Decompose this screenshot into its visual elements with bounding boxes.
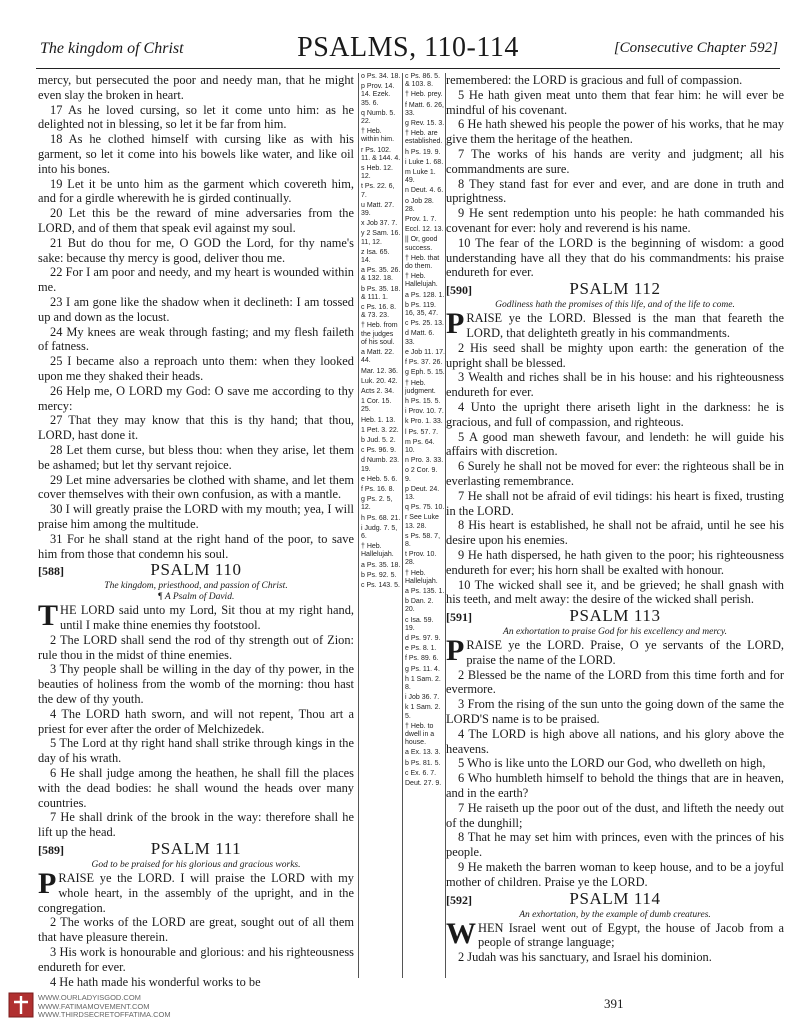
verse: 9 He maketh the barren woman to keep house, and to be a joyful mother of children. Praise ye the LORD. [446,860,784,889]
verse: 2 The works of the LORD are great, sought out of all them that have pleasure therein. [38,915,354,945]
margin-reference: † Heb. are established. [405,130,443,146]
margin-reference: n Deut. 4. 6. [405,187,444,195]
margin-reference: 1 Cor. 15. 25. [361,398,392,414]
margin-reference: s Heb. 12. 12. [361,165,393,181]
psalm-subtitle: The kingdom, priesthood, and passion of Christ. [104,581,288,592]
verse: 5 He hath given meat unto them that fear him: he will ever be mindful of his covenant. [446,87,784,117]
psalm-subtitle-2: ¶ A Psalm of David. [157,592,235,603]
psalm-subtitle: Godliness hath the promises of this life, and of the life to come. [495,300,735,311]
margin-reference: 1 Pet. 3. 22. [361,426,399,434]
margin-reference: c Isa. 59. 19. [405,616,434,632]
verse-list [446,307,784,607]
right-text-column [446,73,784,978]
verse: 7 He shall drink of the brook in the way: therefore shall he lift up the head. [38,810,354,840]
drop-cap: P [38,867,57,901]
footer-urls [38,994,171,1020]
margin-reference: † Heb. prey. [405,91,443,99]
verse: 2 The LORD shall send the rod of thy strength out of Zion: rule thou in the midst of thine enemies. [38,632,354,662]
margin-reference: p Prov. 14. 14. Ezek. 35. 6. [361,83,395,107]
verse: RAISE ye the LORD. Praise, O ye servants of the LORD, praise the name of the LORD. [466,638,784,667]
margin-reference: m Ps. 64. 10. [405,438,435,454]
psalm-113-heading [446,606,784,627]
margin-reference: f Ps. 89. 6. [405,655,439,663]
psalm-title: PSALM 110 [150,560,242,580]
verse: remembered: the LORD is gracious and full of compassion. [446,73,743,87]
margin-reference: q Ps. 75. 10. [405,504,445,512]
verse: 4 Unto the upright there ariseth light in the darkness: he is gracious, and full of compassion, and righteous. [446,399,784,429]
margin-reference: m Luke 1. 49. [405,169,436,185]
verse: 8 They stand fast for ever and ever, and are done in truth and uprightness. [446,176,784,206]
margin-reference: † Heb. to dwell in a house. [405,722,435,747]
psalm-title: PSALM 112 [569,279,661,299]
margin-reference: i Job 36. 7. [405,694,440,702]
verse: 7 The works of his hands are verity and judgment; all his commandments are sure. [446,146,784,176]
margin-reference: b Ps. 81. 5. [405,759,441,767]
drop-cap: P [446,307,465,341]
margin-reference: g Ps. 2. 5, 12. [361,496,393,512]
margin-references-column-2 [402,73,446,978]
margin-reference: n Pro. 3. 33. [405,457,444,465]
verse: 3 Wealth and riches shall be in his house: and his righteousness endureth for ever. [446,370,784,400]
margin-reference: r Ps. 102. 11. & 144. 4. [361,146,401,162]
verse: 19 Let it be unto him as the garment which covereth him, and for a girdle wherewith he is girded continually. [38,176,354,206]
margin-reference: f Ps. 16. 8. [361,485,395,493]
verse: 23 I am gone like the shadow when it declineth: I am tossed up and down as the locust. [38,294,354,324]
margin-reference: c Ps. 96. 9. [361,447,397,455]
verse: 5 The Lord at thy right hand shall strike through kings in the day of his wrath. [38,736,354,766]
left-text-column [38,73,354,989]
verse: 30 I will greatly praise the LORD with my mouth; yea, I will praise him among the multitude. [38,502,354,531]
margin-reference: f Matt. 6. 26, 33. [405,101,444,117]
verse: 5 A good man sheweth favour, and lendeth: he will guide his affairs with discretion. [446,429,784,459]
margin-reference: q Numb. 5. 22. [361,109,396,126]
footer-url-link[interactable]: WWW.FATIMAMOVEMENT.COM [38,1001,150,1011]
margin-reference: † Heb. from the judges of his soul. [361,322,398,346]
margin-reference: h Ps. 19. 9. [405,148,441,156]
margin-reference: b Ps. 35. 18. & 111. 1. [361,285,401,301]
margin-reference: † Heb. judgment. [405,379,436,395]
margin-reference: t Prov. 10. 28. [405,551,437,567]
psalm-title: PSALM 111 [150,839,242,859]
margin-reference: Luk. 20. 42. [361,377,398,385]
verse: 21 But do thou for me, O GOD the Lord, for thy name's sake: because thy mercy is good, deliver thou me. [38,235,354,265]
margin-reference: g Ps. 11. 4. [405,665,440,673]
margin-reference: y 2 Sam. 16. 11, 12. [361,230,401,246]
margin-reference: l Ps. 57. 7. [405,428,439,436]
verse: 28 Let them curse, but bless thou: when they arise, let them be ashamed; but let thy servant rejoice. [38,442,354,472]
margin-reference: g Rev. 15. 3. [405,120,445,128]
psalm-114-verses [446,916,784,965]
verse: 10 The wicked shall see it, and be grieved; he shall gnash with his teeth, and melt away: the desire of the wicked shall perish. [446,577,784,607]
verse: 7 He shall not be afraid of evil tidings: his heart is fixed, trusting in the LORD. [446,488,784,518]
verse: 4 He hath made his wonderful works to be [50,974,261,989]
verse: 25 I became also a reproach unto them: when they looked upon me they shaked their heads. [38,354,354,383]
margin-reference: i Judg. 7. 5, 6. [361,524,398,540]
footer-url-link[interactable]: WWW.OURLADYISGOD.COM [38,993,141,1002]
margin-reference: d Ps. 97. 9. [405,634,441,642]
margin-reference: a Ps. 135. 1. [405,587,445,595]
verse: HEN Israel went out of Egypt, the house of Jacob from a people of strange language; [478,920,784,950]
page-number: 391 [604,996,624,1011]
margin-reference: u Matt. 27. 39. [361,201,395,218]
margin-reference: s Ps. 58. 7, 8. [405,532,441,548]
margin-reference: g Eph. 5. 15. [405,369,445,377]
verse: 7 He raiseth up the poor out of the dust, and lifteth the needy out of the dunghill; [446,800,784,830]
running-head-title: PSALMS, 110-114 [297,32,519,63]
psalm-subtitle: God to be praised for his glorious and gracious works. [91,860,301,871]
verse: 8 His heart is established, he shall not be afraid, until he see his desire upon his enemies. [446,518,784,548]
margin-reference: f Ps. 37. 26. [405,359,443,367]
margin-reference: || Or, good success. [405,236,438,252]
margin-reference: k Pro. 1. 33. [405,418,443,426]
psalm-110-heading [38,560,354,581]
margin-reference: e Heb. 5. 6. [361,475,398,483]
margin-reference: r See Luke 13. 28. [405,514,439,530]
verse: 6 Surely he shall not be moved for ever: the righteous shall be in everlasting remembrance. [446,459,784,488]
margin-reference: d Numb. 23. 19. [361,457,400,473]
psalm-number: [590] [446,283,472,298]
margin-reference: t Ps. 22. 6, 7. [361,183,395,199]
verse: 9 He sent redemption unto his people: he hath commanded his covenant for ever: holy and reverend is his name. [446,206,784,235]
drop-cap: T [38,599,59,633]
page-header [36,32,780,69]
verse: 4 The LORD is high above all nations, and his glory above the heavens. [446,726,784,756]
margin-reference: h Ps. 68. 21. [361,514,401,522]
margin-reference: Mar. 12. 36. [361,367,398,375]
margin-reference: b Jud. 5. 2. [361,436,396,444]
verse: HE LORD said unto my Lord, Sit thou at my right hand, until I make thine enemies thy footstool. [60,603,354,633]
margin-reference: a Ps. 35. 26. & 132. 18. [361,267,401,283]
margin-reference: Prov. 1. 7. [405,216,437,224]
margin-reference: c Ps. 16. 8. & 73. 23. [361,304,397,320]
margin-reference: o Job 28. 28. [405,197,434,213]
verse: 27 That they may know that this is thy hand; that thou, LORD, hast done it. [38,413,354,443]
margin-reference: a Ps. 35. 18. [361,561,401,569]
verse: 24 My knees are weak through fasting; and my flesh faileth of fatness. [38,324,354,354]
margin-reference: a Matt. 22. 44. [361,349,395,365]
margin-reference: x Job 37. 7. [361,220,398,228]
verse: 6 Who humbleth himself to behold the things that are in heaven, and in the earth? [446,771,784,801]
verse: 6 He hath shewed his people the power of his works, that he may give them the heritage of the heathen. [446,117,784,147]
verse: 9 He hath dispersed, he hath given to the poor; his righteousness endureth for ever; his horn shall be exalted with honour. [446,547,784,577]
margin-reference: Eccl. 12. 13. [405,226,444,234]
margin-reference: e Job 11. 17. [405,348,445,356]
margin-reference: i Luke 1. 68. [405,158,444,166]
margin-reference: p Deut. 24. 13. [405,485,440,501]
psalm-110-verses [38,599,354,840]
psalm-title: PSALM 113 [569,606,661,626]
psalm-subtitle: An exhortation, by the example of dumb creatures. [519,909,711,920]
verse: 2 His seed shall be mighty upon earth: the generation of the upright shall be blessed. [446,340,784,370]
verse: 10 The fear of the LORD is the beginning of wisdom: a good understanding have all they that do his commandments: his praise endureth for ever. [446,235,784,280]
margin-reference: e Ps. 8. 1. [405,645,437,653]
verse: 6 He shall judge among the heathen, he shall fill the places with the dead bodies: he shall wound the heads over many countries. [38,766,354,810]
margin-reference: † Heb. Hallelujah. [405,273,438,289]
margin-reference: † Heb. Hallelujah. [405,569,438,585]
margin-reference: c Ps. 25. 13. [405,320,444,328]
margin-reference: o 2 Cor. 9. 9. [405,467,438,483]
verse: mercy, but persecuted the poor and needy man, that he might even slay the broken in heart. [38,73,354,102]
margin-reference: b Dan. 2. 20. [405,598,434,614]
psalm-title: PSALM 114 [569,888,661,908]
verse: RAISE ye the LORD. Blessed is the man that feareth the LORD, that delighteth greatly in his commandments. [466,311,784,340]
psalm-112-verses [446,307,784,607]
verse: 20 Let this be the reward of mine adversaries from the LORD, and of them that speak evil against my soul. [38,206,354,235]
margin-reference: h 1 Sam. 2. 8. [405,675,441,691]
margin-reference: a Ps. 128. 1. [405,291,445,299]
psalm-number: [591] [446,610,472,625]
margin-reference: † Heb. within him. [361,128,395,144]
psalm-number: [588] [38,564,64,579]
psalm-subtitle: An exhortation to praise God for his excellency and mercy. [503,627,727,638]
psalm-112-heading [446,279,784,300]
psalm-109-continuation [38,73,354,561]
margin-reference: h Ps. 15. 5. [405,397,441,405]
running-head-right: [Consecutive Chapter 592] [613,40,778,56]
verse: 4 The LORD hath sworn, and will not repent, Thou art a priest for ever after the order of Melchizedek. [38,706,354,736]
margin-reference: b Ps. 92. 5. [361,571,397,579]
verse: 5 Who is like unto the LORD our God, who dwelleth on high, [458,756,766,771]
verse: 3 From the rising of the sun unto the going down of the same the LORD'S name is to be praised. [446,697,784,727]
margin-references-column-1 [358,73,401,978]
verse: 8 That he may set him with princes, even with the princes of his people. [446,830,784,860]
margin-reference: a Ex. 13. 3. [405,749,441,757]
footer-url-link[interactable]: WWW.THIRDSECRETOFFATIMA.COM [38,1010,171,1020]
margin-reference: d Matt. 6. 33. [405,330,435,346]
verse: 2 Blessed be the name of the LORD from this time forth and for evermore. [446,667,784,697]
verse: 26 Help me, O LORD my God: O save me according to thy mercy: [38,383,354,413]
margin-reference: c Ps. 143. 5. [361,581,400,589]
margin-reference: † Heb. that do them. [405,254,440,271]
margin-reference: c Ps. 86. 5. & 103. 8. [405,73,441,89]
margin-reference: Deut. 27. 9. [405,780,442,788]
drop-cap: W [446,916,476,950]
psalm-114-heading [446,888,784,910]
psalm-111-continuation [446,73,784,280]
verse: 3 His work is honourable and glorious: and his righteousness endureth for ever. [38,945,354,974]
verse: 22 For I am poor and needy, and my heart is wounded within me. [38,265,354,295]
verse: 29 Let mine adversaries be clothed with shame, and let them cover themselves with their own confusion, as with a mantle. [38,472,354,502]
psalm-113-verses [446,634,784,890]
website-logo-icon [8,992,34,1018]
verse-list [446,916,784,965]
margin-reference: c Ex. 6. 7. [405,769,437,777]
margin-reference: b Ps. 119. 16, 35, 47. [405,301,439,318]
verse-list [38,867,354,989]
verse: RAISE ye the LORD. I will praise the LORD with my whole heart, in the assembly of the upright, and in the congregation. [38,871,354,915]
margin-reference: Acts 2. 34. [361,387,395,395]
psalm-111-heading [38,839,354,860]
verse-list [38,599,354,840]
verse-list [446,634,784,890]
verse: 31 For he shall stand at the right hand of the poor, to save him from those that condemn his soul. [38,531,354,561]
verse: 3 Thy people shall be willing in the day of thy power, in the beauties of holiness from the womb of the morning: thou hast the dew of thy youth. [38,662,354,707]
margin-reference: Heb. 1. 13. [361,416,396,424]
psalm-number: [592] [446,892,472,907]
psalm-111-verses [38,867,354,989]
verse: 2 Judah was his sanctuary, and Israel his dominion. [458,950,712,965]
drop-cap: P [446,634,465,668]
verse: 17 As he loved cursing, so let it come unto him: as he delighted not in blessing, so let it be far from him. [38,102,354,132]
verse: 18 As he clothed himself with cursing like as with his garment, so let it come into his bowels like water, and like oil into his bones. [38,132,354,176]
margin-reference: k 1 Sam. 2. 5. [405,704,441,720]
margin-reference: o Ps. 34. 18. [361,73,401,80]
running-head-left: The kingdom of Christ [40,40,184,57]
margin-reference: † Heb. Hallelujah. [361,543,394,559]
psalm-number: [589] [38,843,64,858]
margin-reference: i Prov. 10. 7. [405,408,444,416]
margin-reference: z Isa. 65. 14. [361,248,390,265]
